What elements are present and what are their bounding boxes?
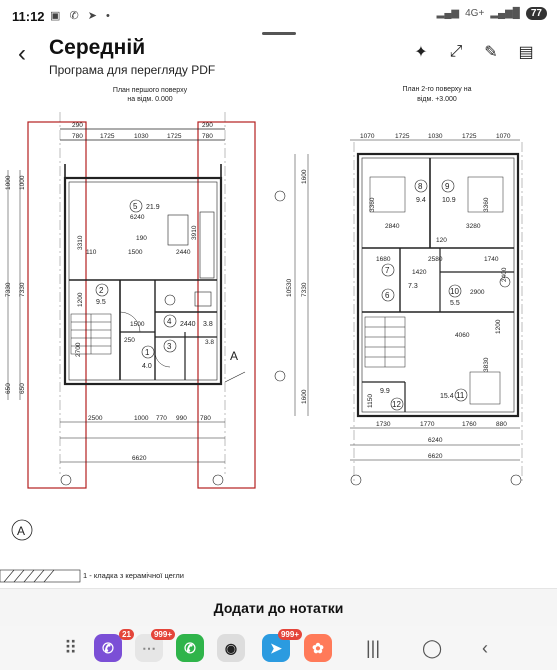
dim: 650 bbox=[19, 383, 26, 394]
dim: 2900 bbox=[470, 289, 485, 296]
dim: 1740 bbox=[484, 256, 499, 263]
dim: 780 bbox=[72, 133, 83, 140]
dim: 1200 bbox=[495, 319, 502, 334]
room-area: 2440 bbox=[180, 321, 196, 328]
plan1 bbox=[5, 112, 255, 488]
dim: 1000 bbox=[134, 415, 149, 422]
dim: 6620 bbox=[428, 453, 443, 460]
dim: 1070 bbox=[496, 133, 511, 140]
dim: 1500 bbox=[130, 321, 145, 328]
legend-hatch bbox=[0, 570, 80, 582]
grid-axis-marker bbox=[511, 475, 521, 485]
plan2-title: План 2-го поверху на bbox=[402, 86, 472, 93]
room-area: 9.9 bbox=[380, 388, 390, 395]
dim: 1600 bbox=[301, 389, 308, 404]
edit-icon[interactable]: ✎ bbox=[484, 44, 498, 61]
room-number: 5 bbox=[133, 202, 138, 211]
dim: 2440 bbox=[176, 249, 191, 256]
dim: 1760 bbox=[462, 421, 477, 428]
dim: 2840 bbox=[385, 223, 400, 230]
room-number: 3 bbox=[167, 342, 172, 351]
dim: 1200 bbox=[77, 292, 84, 307]
dim: 1420 bbox=[412, 269, 427, 276]
expand-icon[interactable]: ⤢ bbox=[449, 43, 463, 60]
phone-app-icon[interactable]: ✆ bbox=[176, 634, 204, 662]
grid-axis-marker bbox=[275, 371, 285, 381]
dim: 3.8 bbox=[205, 339, 215, 346]
dim: 1500 bbox=[128, 249, 143, 256]
dim: 1725 bbox=[167, 133, 182, 140]
app-drawer-icon[interactable]: ⠿ bbox=[64, 638, 78, 658]
highlight-box-right bbox=[198, 122, 255, 488]
room-number: 6 bbox=[385, 291, 390, 300]
dim: 3910 bbox=[191, 225, 198, 240]
dim: 7330 bbox=[5, 282, 12, 297]
dim: 1030 bbox=[134, 133, 149, 140]
dim: 7330 bbox=[301, 282, 308, 297]
dim: 1600 bbox=[301, 169, 308, 184]
dim: 110 bbox=[86, 249, 97, 256]
room-area: 15.4 bbox=[440, 393, 454, 400]
floor-plan-drawing bbox=[0, 82, 557, 588]
app-header bbox=[0, 32, 557, 82]
room-area: 7.3 bbox=[408, 283, 418, 290]
toolbar bbox=[412, 43, 535, 61]
section-marker-label: A bbox=[230, 349, 239, 363]
dim: 6240 bbox=[428, 437, 443, 444]
dim: 2580 bbox=[428, 256, 443, 263]
page-title: Середній bbox=[49, 36, 146, 59]
room-area: 5.5 bbox=[450, 300, 460, 307]
plan2-level: відм. +3.000 bbox=[417, 96, 457, 103]
dim: 770 bbox=[156, 415, 167, 422]
back-nav-icon[interactable]: ‹ bbox=[482, 638, 488, 658]
room-area: 3.8 bbox=[203, 321, 213, 328]
dim: 10530 bbox=[286, 278, 293, 297]
dim: 1725 bbox=[100, 133, 115, 140]
ai-sparkle-icon[interactable]: ✦ bbox=[414, 44, 428, 61]
viber-badge: 21 bbox=[119, 629, 134, 640]
dim: 4060 bbox=[455, 332, 470, 339]
dim: 880 bbox=[496, 421, 507, 428]
add-to-note-label: Додати до нотатки bbox=[213, 600, 344, 616]
navigation-bar bbox=[0, 626, 557, 670]
telegram-app-icon[interactable]: ➤ 999+ bbox=[262, 634, 290, 662]
room-number: 2 bbox=[99, 286, 104, 295]
telegram-badge: 999+ bbox=[278, 629, 302, 640]
section-marker-text: A bbox=[17, 524, 26, 538]
room-number: 11 bbox=[456, 391, 465, 400]
dim: 290 bbox=[72, 122, 83, 129]
room-number: 9 bbox=[445, 182, 450, 191]
room-area: 10.9 bbox=[442, 197, 456, 204]
dim: 6240 bbox=[130, 214, 145, 221]
recent-apps-icon[interactable]: ||| bbox=[366, 638, 381, 658]
dim: 1725 bbox=[395, 133, 410, 140]
dim: 3310 bbox=[77, 235, 84, 250]
chat-app-icon[interactable]: ⋯ 999+ bbox=[135, 634, 163, 662]
dim: 1000 bbox=[5, 175, 12, 190]
grid-axis-marker bbox=[275, 191, 285, 201]
dim: 1150 bbox=[367, 394, 374, 408]
plan1-level: на відм. 0.000 bbox=[127, 96, 173, 103]
signal-icon: ▂▄▆ bbox=[436, 8, 460, 19]
dim: 120 bbox=[436, 237, 447, 244]
room-number: 7 bbox=[385, 266, 390, 275]
dim: 190 bbox=[136, 235, 147, 242]
document-settings-icon[interactable]: ▤ bbox=[518, 44, 534, 61]
back-button[interactable]: ‹ bbox=[18, 40, 26, 67]
room-area: 9.4 bbox=[416, 197, 426, 204]
dim: 3280 bbox=[466, 223, 481, 230]
status-bar bbox=[0, 0, 557, 32]
plan1-title: План першого поверху bbox=[112, 87, 188, 94]
dim: 6620 bbox=[132, 455, 147, 462]
camera-app-icon[interactable]: ◉ bbox=[217, 634, 245, 662]
dim: 1070 bbox=[360, 133, 375, 140]
dim: 1725 bbox=[462, 133, 477, 140]
dim: 1000 bbox=[19, 175, 26, 190]
room-area: 4.0 bbox=[142, 363, 152, 370]
room-area: 21.9 bbox=[146, 204, 160, 211]
dim: 650 bbox=[5, 383, 12, 394]
viber-app-icon[interactable]: ✆ 21 bbox=[94, 634, 122, 662]
chat-badge: 999+ bbox=[151, 629, 175, 640]
home-icon[interactable]: ◯ bbox=[422, 638, 443, 658]
clock: 11:12 bbox=[12, 9, 45, 24]
room-number: 10 bbox=[450, 287, 459, 296]
dim: 7330 bbox=[19, 282, 26, 297]
gallery-app-icon[interactable]: ✿ bbox=[304, 634, 332, 662]
battery-icon: 77 bbox=[526, 7, 547, 20]
room-number: 1 bbox=[145, 348, 150, 357]
dim: 780 bbox=[202, 133, 213, 140]
room-number: 4 bbox=[167, 317, 172, 326]
grid-axis-marker bbox=[213, 475, 223, 485]
legend-text: 1 - кладка з керамічної цегли bbox=[83, 571, 184, 580]
room-area: 9.5 bbox=[96, 299, 106, 306]
dim: 2500 bbox=[88, 415, 103, 422]
dim: 1730 bbox=[376, 421, 391, 428]
room-number: 12 bbox=[392, 400, 401, 409]
dim: 990 bbox=[176, 415, 187, 422]
network-label: 4G+ bbox=[465, 8, 485, 19]
dim: 250 bbox=[124, 337, 135, 344]
dim: 3360 bbox=[483, 197, 490, 212]
dim: 3830 bbox=[483, 357, 490, 372]
pdf-viewer[interactable] bbox=[0, 82, 557, 588]
plan2 bbox=[275, 133, 522, 485]
dim: 3360 bbox=[369, 197, 376, 212]
add-to-note-button[interactable] bbox=[0, 588, 557, 627]
wifi-signal-icon: ▂▄▆█ bbox=[490, 8, 520, 19]
dim: 1680 bbox=[376, 256, 391, 263]
grid-axis-marker bbox=[351, 475, 361, 485]
dim: 2400 bbox=[501, 267, 508, 282]
grid-axis-marker bbox=[61, 475, 71, 485]
dim: 780 bbox=[200, 415, 211, 422]
notification-icons: ▣ ✆ ➤ • bbox=[50, 10, 113, 22]
dim: 2700 bbox=[75, 342, 82, 357]
room-number: 8 bbox=[418, 182, 423, 191]
dim: 1030 bbox=[428, 133, 443, 140]
dim: 290 bbox=[202, 122, 213, 129]
dim: 1770 bbox=[420, 421, 435, 428]
page-subtitle: Програма для перегляду PDF bbox=[49, 63, 216, 77]
